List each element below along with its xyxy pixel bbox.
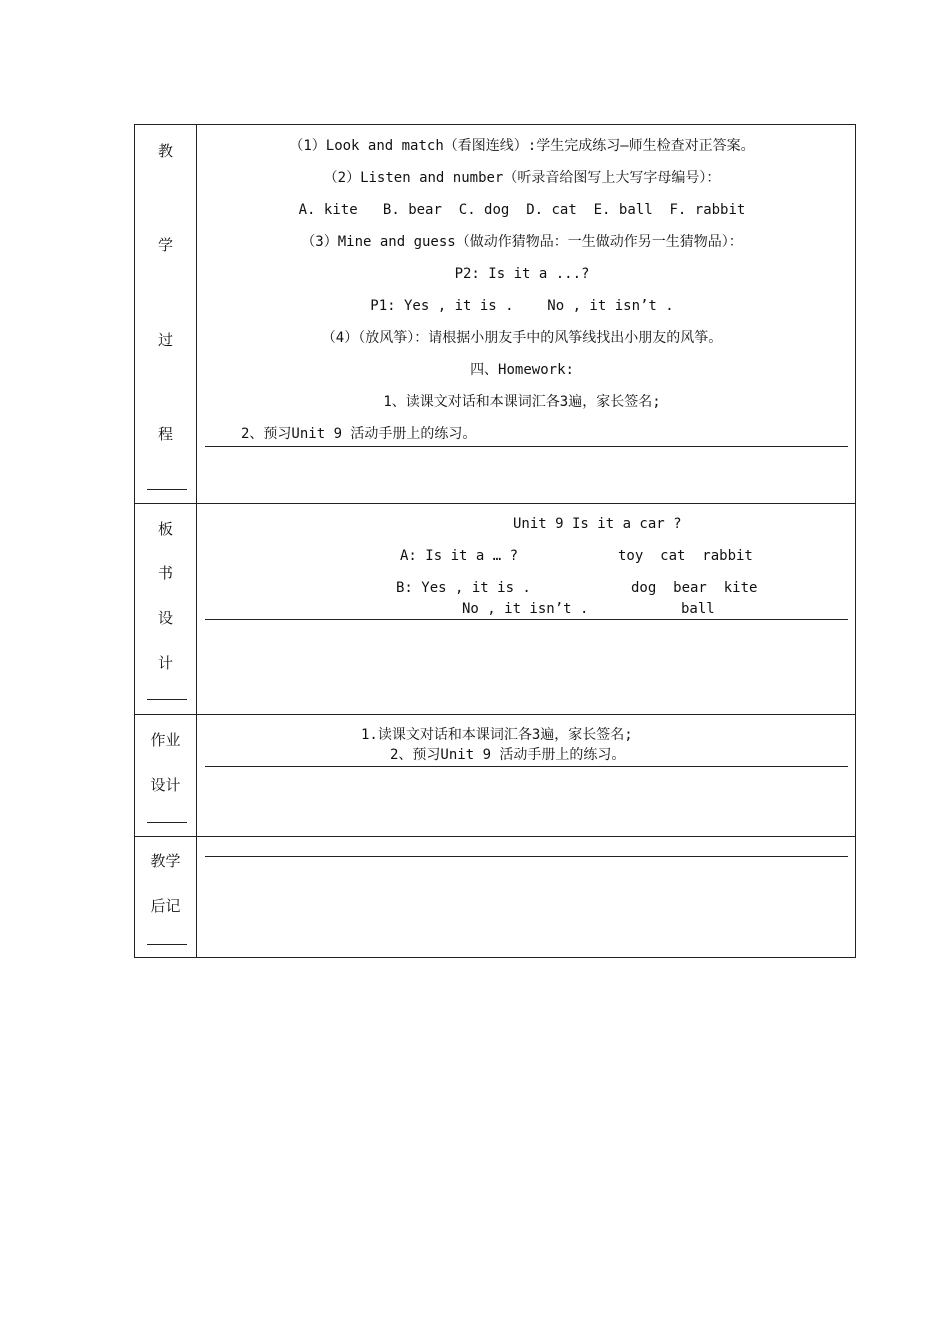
process-line: （4）（放风筝）：请根据小朋友手中的风筝线找出小朋友的风筝。 [321, 330, 723, 346]
board-answer-no: No , it isn’t . [462, 601, 589, 617]
process-line: A. kite B. bear C. dog D. cat E. ball F. rabbit [298, 202, 746, 218]
board-answer-yes: B: Yes , it is . [396, 580, 531, 596]
column-divider [196, 125, 197, 957]
reflection-label: 后记 [150, 897, 181, 915]
label-underline [147, 944, 187, 945]
process-line: P2: Is it a ...? [454, 266, 590, 282]
row-divider [135, 503, 855, 504]
homework-line: 1.读课文对话和本课词汇各3遍，家长签名; [361, 727, 633, 743]
board-title: Unit 9 Is it a car ? [513, 516, 682, 532]
process-line: （2）Listen and number（听录音给图写上大写字母编号）： [323, 170, 721, 186]
content-underline [205, 446, 848, 447]
content-underline [205, 856, 848, 857]
process-line: 2、预习Unit 9 活动手册上的练习。 [241, 426, 477, 442]
label-underline [147, 822, 187, 823]
process-line: （3）Mine and guess（做动作猜物品：一生做动作另一生猜物品）： [301, 234, 743, 250]
label-underline [147, 489, 187, 490]
process-line: （1）Look and match（看图连线）:学生完成练习—师生检查对正答案。 [289, 138, 755, 154]
process-line: 四、Homework: [470, 362, 574, 378]
content-underline [205, 766, 848, 767]
label-underline [147, 699, 187, 700]
board-label-char: 计 [157, 654, 173, 672]
board-label-char: 书 [157, 564, 173, 582]
homework-line: 2、预习Unit 9 活动手册上的练习。 [390, 747, 626, 763]
homework-label: 设计 [150, 776, 181, 794]
process-line: P1: Yes , it is . No , it isn’t . [370, 298, 674, 314]
row-divider [135, 714, 855, 715]
row-divider [135, 836, 855, 837]
board-label-char: 板 [157, 520, 173, 538]
content-underline [205, 619, 848, 620]
process-label-char: 学 [157, 236, 173, 254]
board-words: dog bear kite [631, 580, 758, 596]
board-words: ball [681, 601, 715, 617]
process-label-char: 教 [157, 142, 173, 160]
process-label-char: 程 [157, 425, 173, 443]
lesson-plan-table [134, 124, 856, 958]
reflection-label: 教学 [150, 852, 181, 870]
homework-label: 作业 [150, 731, 181, 749]
board-words: toy cat rabbit [618, 548, 753, 564]
process-label-char: 过 [157, 331, 173, 349]
board-label-char: 设 [157, 609, 173, 627]
process-line: 1、读课文对话和本课词汇各3遍，家长签名; [383, 394, 661, 410]
board-question: A: Is it a … ? [400, 548, 519, 564]
